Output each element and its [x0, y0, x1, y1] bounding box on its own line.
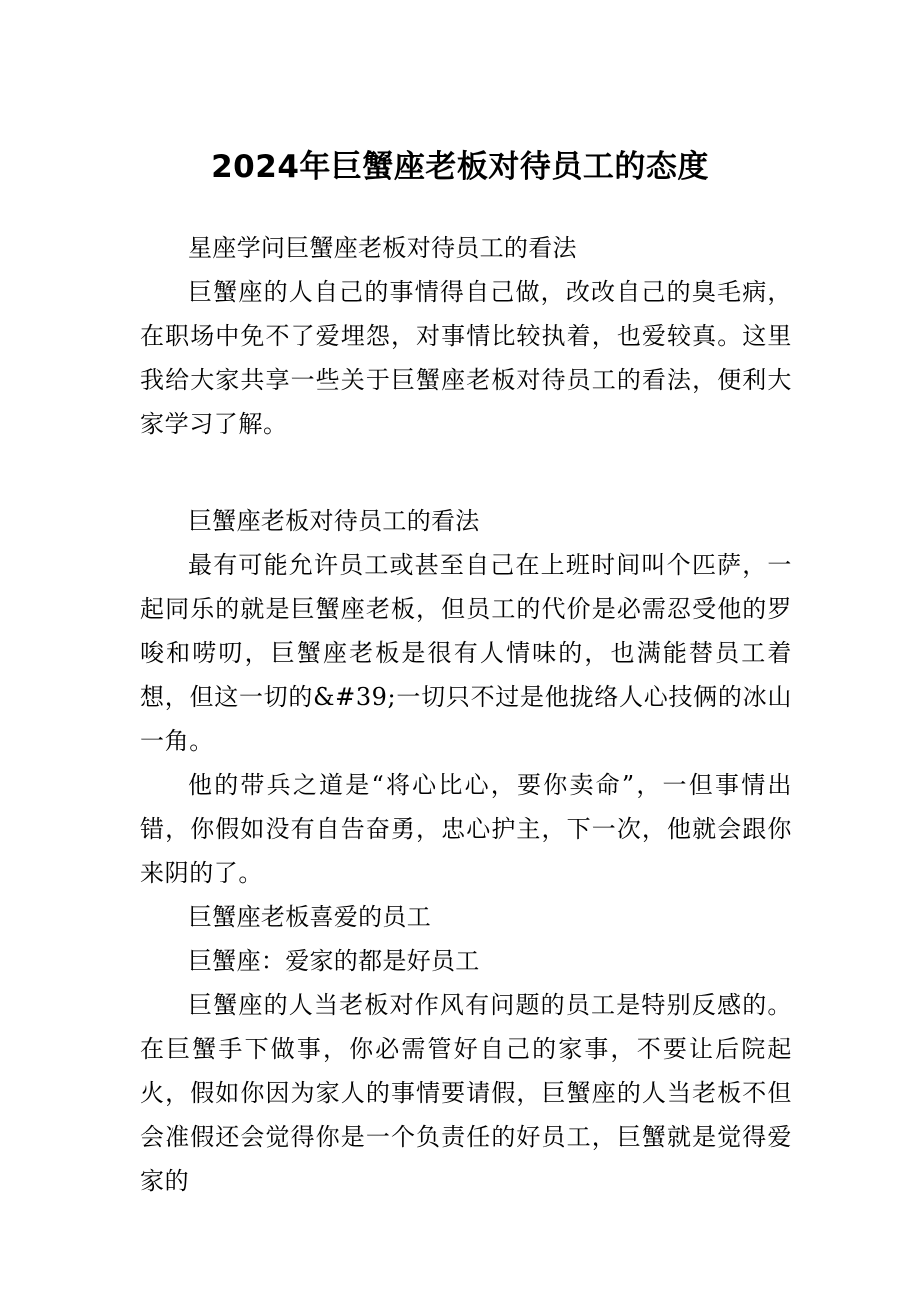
document-title: 2024年巨蟹座老板对待员工的态度	[211, 149, 709, 185]
section-heading-views: 巨蟹座老板对待员工的看法	[188, 507, 480, 535]
subheading-family: 巨蟹座：爱家的都是好员工	[188, 947, 480, 975]
paragraph-pizza: 最有可能允许员工或甚至自己在上班时间叫个匹萨，一起同乐的就是巨蟹座老板，但员工的代价是必需忍受他的罗唆和唠叨，巨蟹座老板是很有人情味的，也满能替员工着想，但这一切的&#39;一切只不过是他拢络人心技俩的冰山一角。	[140, 551, 792, 755]
intro-paragraph: 巨蟹座的人自己的事情得自己做，改改自己的臭毛病，在职场中免不了爱埋怨，对事情比较执着，也爱较真。这里我给大家共享一些关于巨蟹座老板对待员工的看法，便利大家学习了解。	[140, 278, 792, 438]
paragraph-leadership: 他的带兵之道是“将心比心，要你卖命”，一但事情出错，你假如没有自告奋勇，忠心护主，下一次，他就会跟你来阴的了。	[140, 771, 792, 887]
paragraph-family: 巨蟹座的人当老板对作风有问题的员工是特别反感的。在巨蟹手下做事，你必需管好自己的家事，不要让后院起火，假如你因为家人的事情要请假，巨蟹座的人当老板不但会准假还会觉得你是一个负责任的好员工，巨蟹就是觉得爱家的	[140, 991, 792, 1195]
section-spacer	[140, 446, 792, 499]
intro-heading: 星座学问巨蟹座老板对待员工的看法	[188, 234, 577, 262]
document-body	[140, 226, 792, 1203]
section-heading-favorite-employees: 巨蟹座老板喜爱的员工	[188, 903, 431, 931]
